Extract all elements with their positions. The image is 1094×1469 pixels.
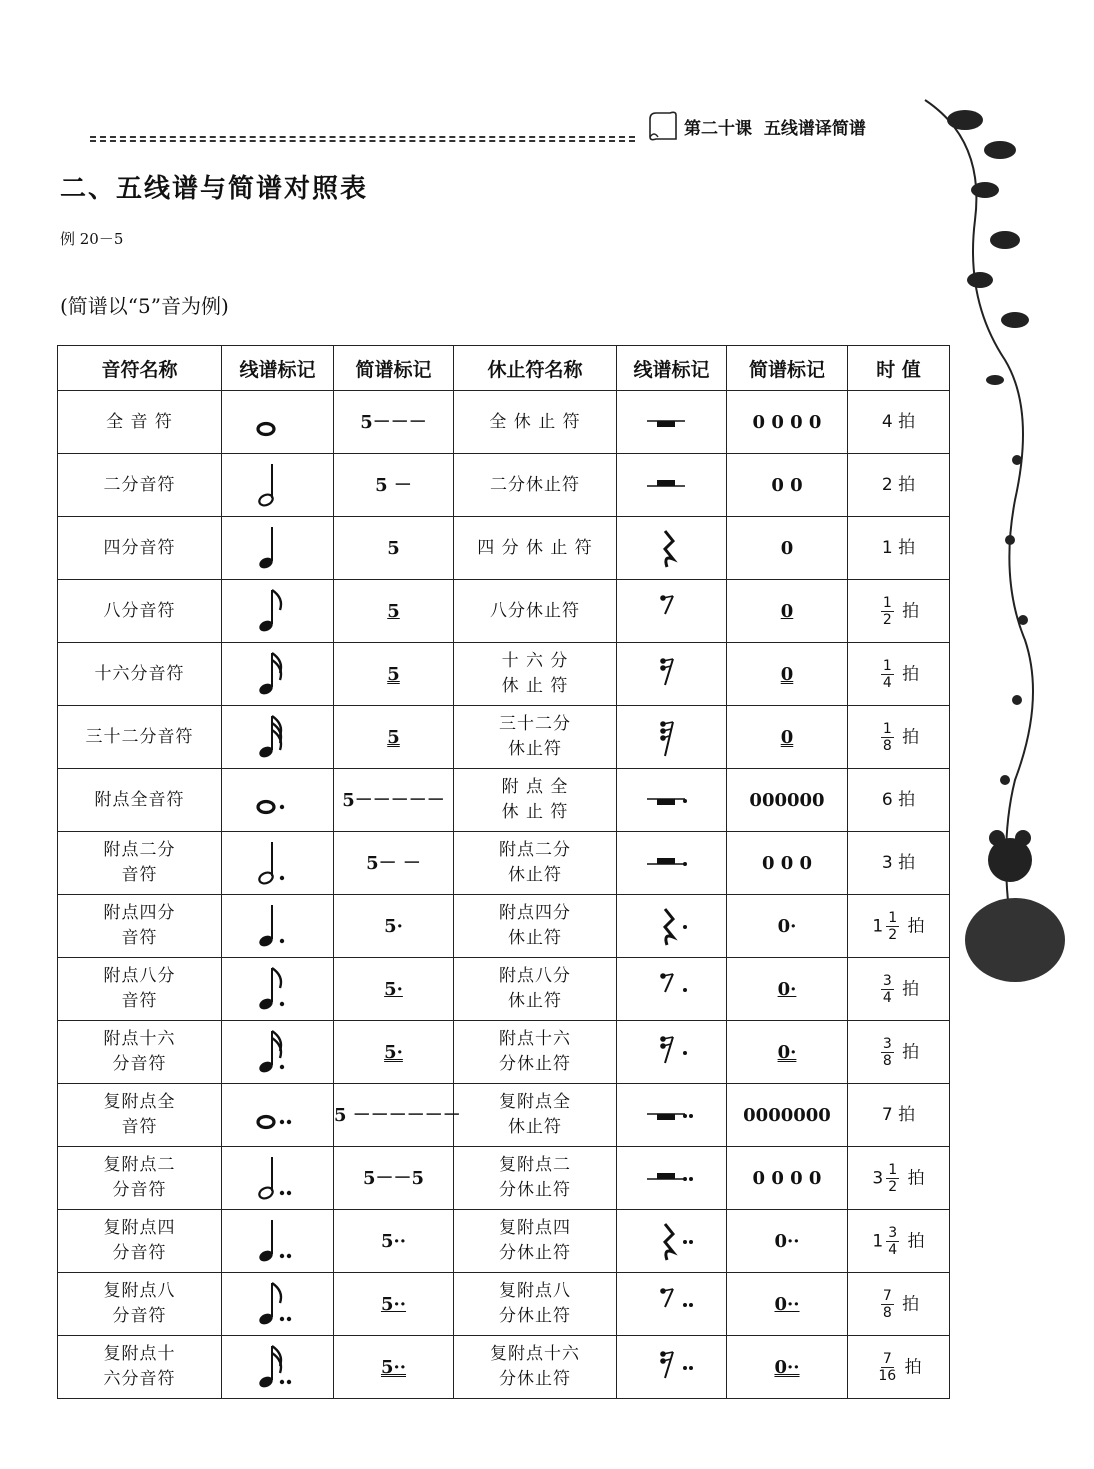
rest-name-cell: 复附点八 分休止符 (454, 1273, 617, 1336)
note-jianpu-cell: 5－－－ (334, 391, 454, 454)
table-row (58, 1336, 950, 1399)
scroll-icon (646, 109, 682, 143)
duration-unit: 拍 (898, 411, 916, 432)
rest-symbol-icon (637, 1027, 707, 1077)
duration-unit: 拍 (896, 727, 920, 747)
note-symbol-icon (248, 1151, 308, 1205)
note-jianpu-cell: 5－－5 (334, 1147, 454, 1210)
note-jianpu-cell: 5 (334, 643, 454, 706)
duration-fraction (881, 1288, 894, 1321)
table-header-row (58, 346, 950, 391)
table-row (58, 454, 950, 517)
duration-unit: 拍 (898, 537, 916, 558)
fraction-denominator: 4 (888, 1241, 898, 1258)
fraction-denominator: 16 (878, 1367, 897, 1384)
header-dashed-rule (90, 136, 635, 142)
note-staff-cell (222, 1210, 334, 1273)
note-symbol-icon (248, 395, 308, 449)
rest-name-cell: 复附点二 分休止符 (454, 1147, 617, 1210)
rest-staff-cell (617, 832, 727, 895)
rest-staff-cell (617, 1084, 727, 1147)
fraction-numerator: 1 (882, 594, 892, 611)
rest-staff-cell (617, 580, 727, 643)
duration-unit: 拍 (898, 1104, 916, 1125)
duration-fraction (881, 973, 894, 1006)
duration-fraction (886, 1225, 899, 1258)
duration-fraction (881, 721, 894, 754)
fraction-numerator: 3 (888, 1224, 898, 1241)
note-staff-cell (222, 454, 334, 517)
table-row (58, 1147, 950, 1210)
rest-name-cell: 十 六 分 休 止 符 (454, 643, 617, 706)
fraction-numerator: 1 (882, 657, 892, 674)
header-note-name: 音符名称 (58, 346, 222, 391)
duration-fraction (886, 1162, 899, 1195)
example-label: 例 20－5 (60, 230, 124, 248)
fraction-numerator: 7 (882, 1287, 892, 1304)
rest-name-cell: 附点八分 休止符 (454, 958, 617, 1021)
rest-jianpu-cell: 0·· (727, 1210, 848, 1273)
fraction-denominator: 4 (882, 989, 892, 1006)
header-rest-jianpu-mark: 简谱标记 (727, 346, 848, 391)
fraction-numerator: 1 (888, 909, 898, 926)
note-staff-cell (222, 391, 334, 454)
rest-staff-cell (617, 895, 727, 958)
rest-name-cell: 复附点十六 分休止符 (454, 1336, 617, 1399)
note-staff-cell (222, 1147, 334, 1210)
note-jianpu-cell: 5 (334, 517, 454, 580)
duration-unit: 拍 (898, 474, 916, 495)
duration-cell (848, 391, 950, 454)
duration-number: 3 (881, 852, 899, 873)
note-name-cell: 复附点二 分音符 (58, 1147, 222, 1210)
rest-jianpu-cell: 0 (727, 706, 848, 769)
note-jianpu-cell: 5· (334, 895, 454, 958)
fraction-denominator: 8 (882, 1304, 892, 1321)
duration-unit: 拍 (902, 916, 925, 936)
rest-symbol-icon (637, 775, 707, 825)
duration-number: 1 (881, 537, 899, 558)
note-jianpu-cell: 5· (334, 1021, 454, 1084)
rest-symbol-icon (637, 460, 707, 510)
note-symbol-icon (248, 773, 308, 827)
note-staff-cell (222, 895, 334, 958)
fraction-numerator: 1 (888, 1161, 898, 1178)
duration-fraction (881, 658, 894, 691)
note-name-cell: 复附点四 分音符 (58, 1210, 222, 1273)
note-name-cell: 复附点八 分音符 (58, 1273, 222, 1336)
note-symbol-icon (248, 1088, 308, 1142)
duration-cell (848, 1021, 950, 1084)
note-staff-cell (222, 1273, 334, 1336)
table-row (58, 1021, 950, 1084)
note-jianpu-cell: 5· (334, 958, 454, 1021)
rest-staff-cell (617, 1210, 727, 1273)
note-symbol-icon (248, 458, 308, 512)
note-name-cell: 复附点全 音符 (58, 1084, 222, 1147)
header-jianpu-mark: 简谱标记 (334, 346, 454, 391)
note-staff-cell (222, 643, 334, 706)
note-jianpu-cell: 5·· (334, 1210, 454, 1273)
rest-jianpu-cell: 0 (727, 580, 848, 643)
duration-whole: 1 (872, 916, 884, 936)
table-row (58, 580, 950, 643)
fraction-denominator: 4 (882, 674, 892, 691)
duration-unit: 拍 (902, 1231, 925, 1251)
fraction-numerator: 3 (882, 1035, 892, 1052)
note-name-cell: 八分音符 (58, 580, 222, 643)
rest-staff-cell (617, 706, 727, 769)
rest-jianpu-cell: 0000000 (727, 1084, 848, 1147)
rest-staff-cell (617, 454, 727, 517)
rest-name-cell: 附点二分 休止符 (454, 832, 617, 895)
rest-jianpu-cell: 0 0 0 (727, 832, 848, 895)
fraction-numerator: 1 (882, 720, 892, 737)
fraction-denominator: 2 (888, 926, 898, 943)
rest-symbol-icon (637, 1216, 707, 1266)
note-symbol-icon (248, 1025, 308, 1079)
duration-cell (848, 1210, 950, 1273)
rest-symbol-icon (637, 1153, 707, 1203)
note-jianpu-cell: 5－－－－－ (334, 769, 454, 832)
rest-jianpu-cell: 0· (727, 1021, 848, 1084)
notation-comparison-table (57, 345, 950, 1399)
table-row (58, 895, 950, 958)
lesson-header (646, 106, 906, 146)
rest-symbol-icon (637, 712, 707, 762)
note-name-cell: 二分音符 (58, 454, 222, 517)
rest-staff-cell (617, 643, 727, 706)
fraction-denominator: 2 (888, 1178, 898, 1195)
rest-name-cell: 附点十六 分休止符 (454, 1021, 617, 1084)
rest-symbol-icon (637, 964, 707, 1014)
duration-cell (848, 580, 950, 643)
note-symbol-icon (248, 521, 308, 575)
table-row (58, 832, 950, 895)
rest-symbol-icon (637, 649, 707, 699)
duration-cell (848, 1084, 950, 1147)
table-row (58, 391, 950, 454)
duration-cell (848, 895, 950, 958)
fraction-denominator: 8 (882, 1052, 892, 1069)
duration-cell (848, 958, 950, 1021)
rest-staff-cell (617, 391, 727, 454)
rest-symbol-icon (637, 838, 707, 888)
duration-unit: 拍 (896, 1294, 920, 1314)
note-staff-cell (222, 769, 334, 832)
note-staff-cell (222, 1084, 334, 1147)
note-name-cell: 附点全音符 (58, 769, 222, 832)
duration-fraction (881, 1036, 894, 1069)
duration-unit: 拍 (896, 664, 920, 684)
table-row (58, 1273, 950, 1336)
rest-staff-cell (617, 1273, 727, 1336)
duration-unit: 拍 (896, 979, 920, 999)
note-symbol-icon (248, 899, 308, 953)
note-staff-cell (222, 1021, 334, 1084)
duration-fraction (878, 1351, 896, 1384)
rest-staff-cell (617, 1147, 727, 1210)
rest-staff-cell (617, 769, 727, 832)
note-jianpu-cell: 5·· (334, 1336, 454, 1399)
duration-cell (848, 1147, 950, 1210)
duration-unit: 拍 (902, 1168, 925, 1188)
rest-name-cell: 四 分 休 止 符 (454, 517, 617, 580)
rest-symbol-icon (637, 901, 707, 951)
rest-jianpu-cell: 0· (727, 958, 848, 1021)
header-duration: 时 值 (848, 346, 950, 391)
rest-jianpu-cell: 0· (727, 895, 848, 958)
duration-whole: 3 (872, 1168, 884, 1188)
table-row (58, 958, 950, 1021)
rest-name-cell: 附点四分 休止符 (454, 895, 617, 958)
note-jianpu-cell: 5－ － (334, 832, 454, 895)
note-jianpu-cell: 5 (334, 706, 454, 769)
rest-staff-cell (617, 1021, 727, 1084)
note-jianpu-cell: 5 －－－－－－ (334, 1084, 454, 1147)
note-name-cell: 附点十六 分音符 (58, 1021, 222, 1084)
note-name-cell: 三十二分音符 (58, 706, 222, 769)
duration-unit: 拍 (896, 1042, 920, 1062)
fraction-denominator: 8 (882, 737, 892, 754)
note-name-cell: 四分音符 (58, 517, 222, 580)
duration-cell (848, 1336, 950, 1399)
note-staff-cell (222, 958, 334, 1021)
rest-jianpu-cell: 0 0 (727, 454, 848, 517)
rest-staff-cell (617, 958, 727, 1021)
note-symbol-icon (248, 836, 308, 890)
rest-symbol-icon (637, 397, 707, 447)
header-staff-mark: 线谱标记 (222, 346, 334, 391)
rest-name-cell: 三十二分 休止符 (454, 706, 617, 769)
rest-jianpu-cell: 0 0 0 0 (727, 1147, 848, 1210)
note-name-cell: 复附点十 六分音符 (58, 1336, 222, 1399)
duration-unit: 拍 (898, 852, 916, 873)
fraction-numerator: 7 (882, 1350, 892, 1367)
rest-jianpu-cell: 0·· (727, 1273, 848, 1336)
note-staff-cell (222, 706, 334, 769)
rest-staff-cell (617, 1336, 727, 1399)
rest-jianpu-cell: 0·· (727, 1336, 848, 1399)
duration-number: 7 (881, 1104, 899, 1125)
rest-jianpu-cell: 0 (727, 643, 848, 706)
rest-jianpu-cell: 000000 (727, 769, 848, 832)
duration-number: 4 (881, 411, 899, 432)
section-title: 二、五线谱与简谱对照表 (60, 174, 369, 204)
header-rest-name: 休止符名称 (454, 346, 617, 391)
duration-cell (848, 517, 950, 580)
duration-cell (848, 1273, 950, 1336)
duration-cell (848, 706, 950, 769)
rest-symbol-icon (637, 1090, 707, 1140)
note-name-cell: 附点二分 音符 (58, 832, 222, 895)
rest-name-cell: 全 休 止 符 (454, 391, 617, 454)
duration-cell (848, 454, 950, 517)
duration-number: 2 (881, 474, 899, 495)
table-row (58, 1084, 950, 1147)
note-name-cell: 十六分音符 (58, 643, 222, 706)
duration-unit: 拍 (899, 1357, 922, 1377)
lesson-title: 第二十课 五线谱译简谱 (684, 118, 866, 139)
note-jianpu-cell: 5·· (334, 1273, 454, 1336)
note-symbol-icon (248, 962, 308, 1016)
rest-symbol-icon (637, 1279, 707, 1329)
rest-jianpu-cell: 0 (727, 517, 848, 580)
duration-cell (848, 832, 950, 895)
note-text: (简谱以“5”音为例) (60, 294, 229, 318)
note-staff-cell (222, 517, 334, 580)
fraction-denominator: 2 (882, 611, 892, 628)
note-staff-cell (222, 580, 334, 643)
header-rest-staff-mark: 线谱标记 (617, 346, 727, 391)
duration-unit: 拍 (896, 601, 920, 621)
duration-fraction (886, 910, 899, 943)
table-row (58, 643, 950, 706)
note-jianpu-cell: 5 (334, 580, 454, 643)
note-symbol-icon (248, 710, 308, 764)
rest-name-cell: 二分休止符 (454, 454, 617, 517)
note-symbol-icon (248, 1340, 308, 1394)
table-row (58, 517, 950, 580)
note-name-cell: 附点八分 音符 (58, 958, 222, 1021)
rest-symbol-icon (637, 523, 707, 573)
note-name-cell: 附点四分 音符 (58, 895, 222, 958)
rest-name-cell: 复附点四 分休止符 (454, 1210, 617, 1273)
rest-staff-cell (617, 517, 727, 580)
note-symbol-icon (248, 584, 308, 638)
note-staff-cell (222, 1336, 334, 1399)
duration-cell (848, 769, 950, 832)
rest-name-cell: 复附点全 休止符 (454, 1084, 617, 1147)
rest-name-cell: 附 点 全 休 止 符 (454, 769, 617, 832)
duration-unit: 拍 (898, 789, 916, 810)
duration-number: 6 (881, 789, 899, 810)
table-row (58, 769, 950, 832)
table-row (58, 706, 950, 769)
note-symbol-icon (248, 1277, 308, 1331)
duration-cell (848, 643, 950, 706)
rest-symbol-icon (637, 1342, 707, 1392)
note-symbol-icon (248, 647, 308, 701)
rest-symbol-icon (637, 586, 707, 636)
fraction-numerator: 3 (882, 972, 892, 989)
rest-name-cell: 八分休止符 (454, 580, 617, 643)
duration-whole: 1 (872, 1231, 884, 1251)
note-jianpu-cell: 5 － (334, 454, 454, 517)
note-staff-cell (222, 832, 334, 895)
rest-jianpu-cell: 0 0 0 0 (727, 391, 848, 454)
note-name-cell: 全 音 符 (58, 391, 222, 454)
duration-fraction (881, 595, 894, 628)
table-row (58, 1210, 950, 1273)
note-symbol-icon (248, 1214, 308, 1268)
